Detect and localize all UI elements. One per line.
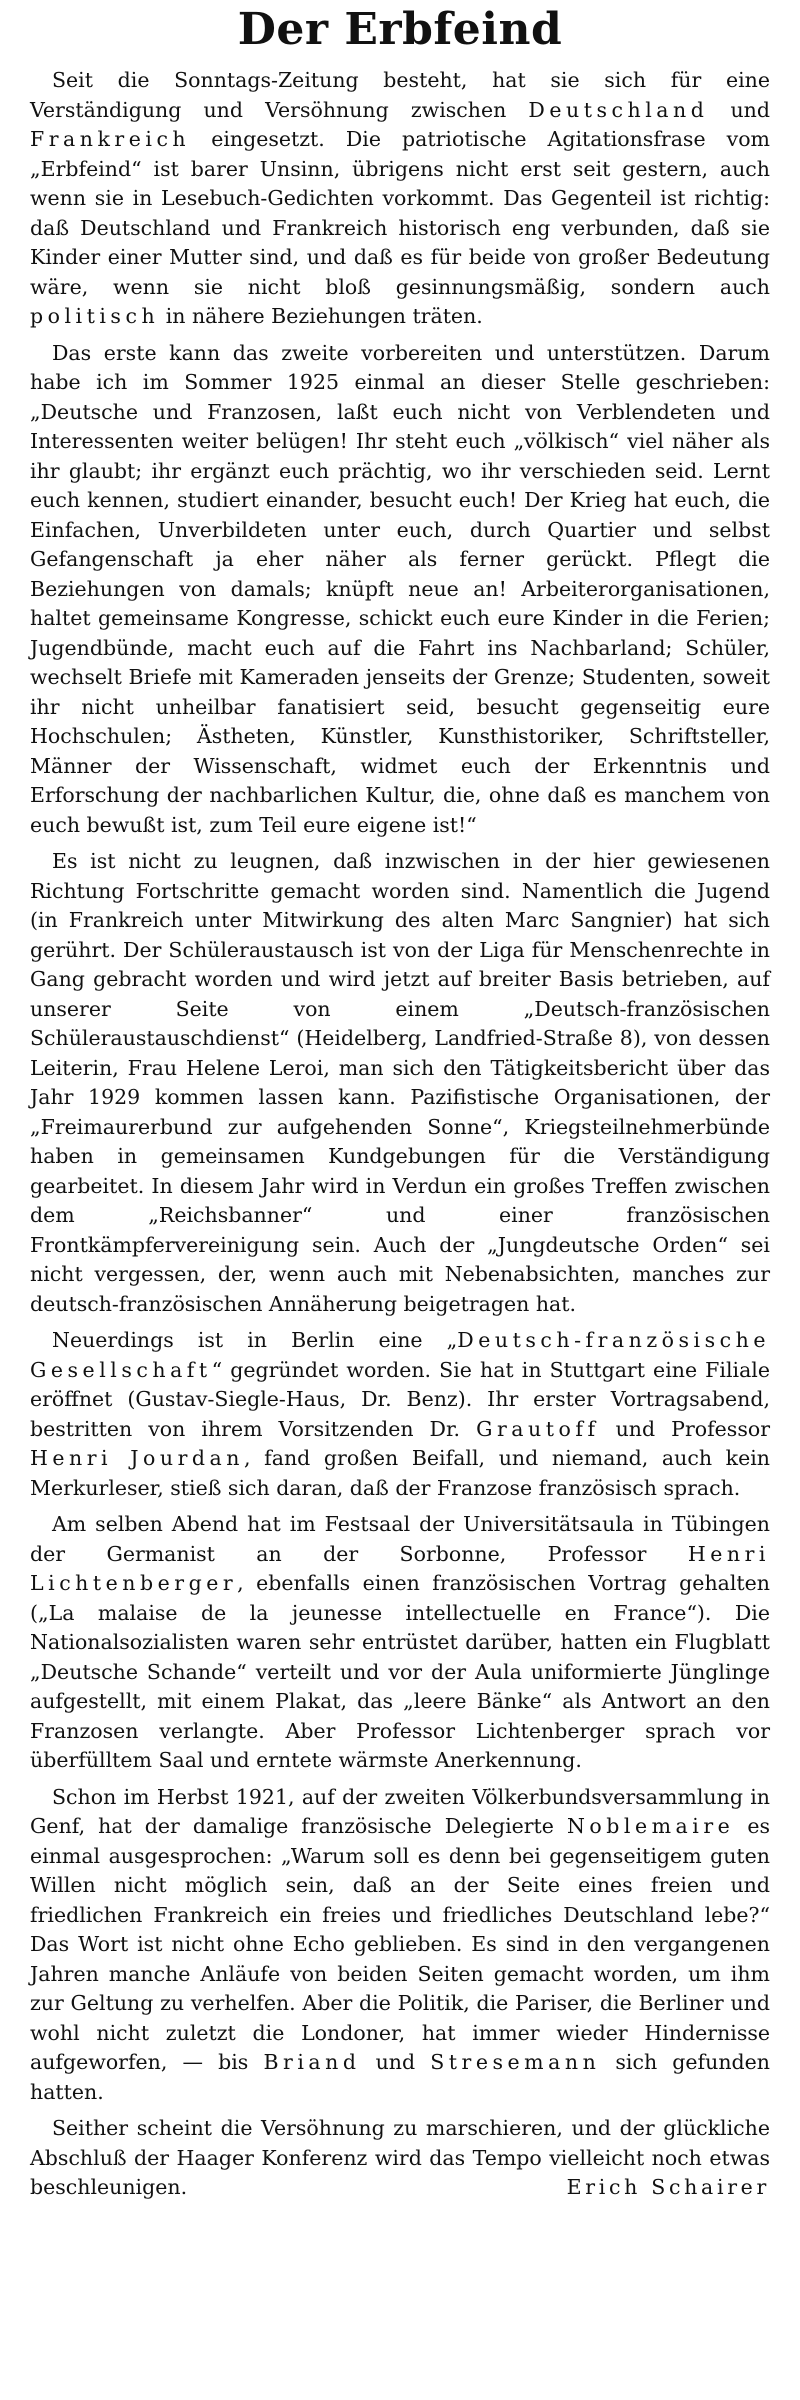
- text-run: Seit die Sonntags-Zeitung besteht, hat sie sich für eine Verständigung und Versöhnung zwischen: [30, 68, 770, 122]
- text-run: es einmal ausgesprochen: „Warum soll es denn bei gegenseitigem guten Willen nicht möglich sein, daß an der Seite eines freien und friedlichen Frankreich ein freies und friedliches Deutschland lebe?“ Das Wort ist nicht ohne Echo geblieben. Es sind in den vergangenen Jahren manche Anläufe von beiden Seiten gemacht worden, um ihm zur Geltung zu verhelfen. Aber die Politik, die Pariser, die Berliner und wohl nicht zuletzt die Londoner, hat immer wieder Hindernisse aufgeworfen, — bis: [30, 1814, 770, 2074]
- article-title: Der Erbfeind: [237, 4, 563, 55]
- text-run: und Professor: [599, 1416, 770, 1441]
- paragraph-6: [30, 1783, 770, 2108]
- spaced-name-gesellschaft: Deutsch-französische Gesellschaft: [30, 1328, 770, 1382]
- text-run: in nähere Beziehungen träten.: [159, 304, 483, 328]
- spaced-name-grautoff: Grautoff: [476, 1416, 600, 1441]
- paragraph-3: Es ist nicht zu leugnen, daß inzwischen in der hier gewiesenen Richtung Fortschritte gemacht worden sind. Namentlich die Jugend (in Frankreich unter Mitwirkung des alten Marc Sangnier) hat sich gerührt. Der Schüleraustausch ist von der Liga für Menschenrechte in Gang gebracht worden und wird jetzt auf breiter Basis betrieben, auf unserer Seite von einem „Deutsch-französischen Schüleraustauschdienst“ (Heidelberg, Landfried-Straße 8), von dessen Leiterin, Frau Helene Leroi, man sich den Tätigkeitsbericht über das Jahr 1929 kommen lassen kann. Pazifistische Organisationen, der „Freimaurerbund zur aufgehenden Sonne“, Kriegsteilnehmerbünde haben in gemeinsamen Kundgebungen für die Verständigung gearbeitet. In diesem Jahr wird in Verdun ein großes Treffen zwischen dem „Reichsbanner“ und einer französischen Frontkämpfervereinigung sein. Auch der „Jungdeutsche Orden“ sei nicht vergessen, der, wenn auch mit Nebenabsichten, manches zur deutsch-französischen Annäherung beigetragen hat.: [30, 849, 770, 1316]
- text-run: Seither scheint die Versöhnung zu marschieren, und der glückliche Abschluß der Haager Konferenz wird das Tempo vielleicht noch etwas beschleunigen.: [30, 2116, 770, 2199]
- text-run: , ebenfalls einen französischen Vortrag gehalten („La malaise de la jeunesse intellectuelle en France“). Die Nationalsozialisten waren sehr entrüstet darüber, hatten ein Flugblatt „Deutsche Schande“ verteilt und vor der Aula uniformierte Jünglinge aufgestellt, mit einem Plakat, das „leere Bänke“ als Antwort an den Franzosen verlangte. Aber Professor Lichtenberger sprach vor überfülltem Saal und erntete wärmste Anerkennung.: [30, 1571, 770, 1772]
- paragraph-5: [30, 1510, 770, 1776]
- spaced-name-noblemaire: Noblemaire: [566, 1814, 735, 1838]
- text-run: , fand großen Beifall, und niemand, auch kein Merkurleser, stieß sich daran, daß der Franzose französisch sprach.: [30, 1446, 770, 1500]
- spaced-name-lichtenberger: Henri Lichtenberger: [30, 1541, 770, 1595]
- text-run: sich gefunden hatten.: [30, 2050, 770, 2104]
- spaced-name-jourdan: Henri Jourdan: [30, 1446, 244, 1470]
- spaced-name-frankreich: Frankreich: [30, 127, 191, 151]
- article: [30, 0, 770, 2210]
- text-run: Neuerdings ist in Berlin eine „: [52, 1328, 458, 1352]
- spaced-name-deutschland: Deutschland: [528, 97, 709, 122]
- spaced-name-stresemann: Stresemann: [430, 2050, 601, 2074]
- text-run: “ gegründet worden. Sie hat in Stuttgart eine Filiale eröffnet (Gustav-Siegle-Haus, Dr. Benz). Ihr erster Vortragsabend, bestritten von ihrem Vorsitzenden Dr.: [30, 1357, 770, 1441]
- paragraph-2: Das erste kann das zweite vorbereiten und unterstützen. Darum habe ich im Sommer 1925 einmal an dieser Stelle geschrieben: „Deutsche und Franzosen, laßt euch nicht von Verblendeten und Interessenten weiter belügen! Ihr steht euch „völkisch“ viel näher als ihr glaubt; ihr ergänzt euch prächtig, wo ihr verschieden seid. Lernt euch kennen, studiert einander, besucht euch! Der Krieg hat euch, die Einfachen, Unverbildeten unter euch, durch Quartier und selbst Gefangenschaft ja eher näher als ferner gerückt. Pflegt die Beziehungen von damals; knüpft neue an! Arbeiterorganisationen, haltet gemeinsame Kongresse, schickt euch eure Kinder in die Ferien; Jugendbünde, macht euch auf die Fahrt ins Nachbarland; Schüler, wechselt Briefe mit Kameraden jenseits der Grenze; Studenten, soweit ihr nicht unheilbar fanatisiert seid, besucht gegenseitig eure Hochschulen; Ästheten, Künstler, Kunsthistoriker, Schriftsteller, Männer der Wissenschaft, widmet euch der Erkenntnis und Erforschung der nachbarlichen Kultur, die, ohne daß es manchem von euch bewußt ist, zum Teil eure eigene ist!“: [30, 340, 770, 837]
- spaced-name-briand: Briand: [263, 2050, 361, 2074]
- author-signature: Erich Schairer: [566, 2175, 770, 2199]
- text-run: Schon im Herbst 1921, auf der zweiten Völkerbundsversammlung in Genf, hat der damalige französische Delegierte: [30, 1784, 770, 1838]
- spaced-word-politisch: politisch: [30, 304, 160, 328]
- text-run: und: [360, 2050, 431, 2074]
- paragraph-7: [30, 2114, 770, 2203]
- paragraph-1: [30, 66, 770, 332]
- paragraph-4: [30, 1326, 770, 1503]
- text-run: und: [708, 97, 770, 122]
- text-run: Am selben Abend hat im Festsaal der Universitätsaula in Tübingen der Germanist an der Sorbonne, Professor: [30, 1512, 770, 1566]
- text-run: eingesetzt. Die patriotische Agitationsfrase vom „Erbfeind“ ist barer Unsinn, übrigens nicht erst seit gestern, auch wenn sie in Lesebuch-Gedichten vorkommt. Das Gegenteil ist richtig: daß Deutschland und Frankreich historisch eng verbunden, daß sie Kinder einer Mutter sind, und daß es für beide von großer Bedeutung wäre, wenn sie nicht bloß gesinnungsmäßig, sondern auch: [30, 127, 770, 299]
